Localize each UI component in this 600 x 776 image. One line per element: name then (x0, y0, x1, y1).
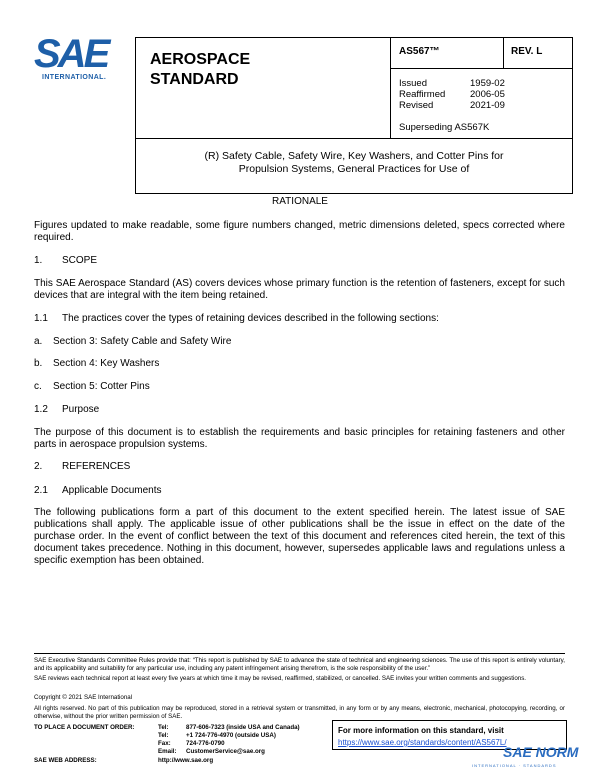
rationale-heading: RATIONALE (272, 196, 328, 207)
section-1-heading (34, 255, 97, 267)
superseding-note: Superseding AS567K (399, 122, 490, 133)
issued-label: Issued (399, 78, 427, 89)
list-item (34, 336, 231, 348)
section-2-1-heading (34, 485, 162, 497)
section-number: 1.1 (34, 313, 48, 324)
standard-title (150, 50, 250, 90)
standard-url-link[interactable]: https://www.sae.org/standards/content/AS567L/ (338, 738, 507, 747)
list-marker: a. (34, 336, 43, 347)
sae-logo-subtitle: INTERNATIONAL. (42, 74, 107, 81)
contact-label: Email: (158, 748, 177, 755)
section-title: Purpose (62, 404, 100, 415)
section-2-heading (34, 461, 130, 473)
document-subject (140, 150, 568, 176)
web-address-label: SAE WEB ADDRESS: (34, 757, 97, 764)
subject-line-2: Propulsion Systems, General Practices for Use of (238, 163, 470, 175)
reaffirmed-label: Reaffirmed (399, 89, 446, 100)
contact-value: 877-606-7323 (inside USA and Canada) (186, 724, 300, 731)
list-item (34, 381, 150, 393)
reaffirmed-date: 2006-05 (470, 89, 505, 100)
rules-note: SAE Executive Standards Committee Rules provide that: “This report is published by SAE to advance the state of technical and engineering sciences. The use of this report is entirely voluntary, and its applicability and suitability for any particular use, including any patent infringement arising therefrom, is the sole responsibility of the user.” (34, 657, 565, 672)
standard-title-line-2: STANDARD (150, 71, 239, 88)
revised-date: 2021-09 (470, 100, 505, 111)
section-title: REFERENCES (62, 461, 131, 472)
revised-label: Revised (399, 100, 434, 111)
subject-line-1: (R) Safety Cable, Safety Wire, Key Washers, and Cotter Pins for (204, 150, 504, 162)
list-marker: b. (34, 358, 43, 369)
section-number: 2. (34, 461, 43, 472)
copyright: Copyright © 2021 SAE International (34, 694, 133, 701)
document-number: AS567™ (399, 46, 440, 57)
sae-logo: SAE (34, 32, 108, 76)
standard-title-line-1: AEROSPACE (150, 51, 251, 68)
revision-label: REV. L (511, 46, 543, 57)
section-title: SCOPE (62, 255, 98, 266)
contact-label: Tel: (158, 732, 169, 739)
rationale-text: Figures updated to make readable, some figure numbers changed, metric dimensions deleted, specs corrected where required. (34, 220, 565, 243)
purpose-text: The purpose of this document is to establish the requirements and basic principles for retaining fasteners and other parts in aerospace propulsion systems. (34, 427, 565, 450)
section-title: Applicable Documents (62, 485, 162, 496)
info-heading: For more information on this standard, visit (338, 726, 504, 735)
rights-note: All rights reserved. No part of this publication may be reproduced, stored in a retrieval system or transmitted, in any form or by any means, electronic, mechanical, photocopying, recording, or otherwise, without the prior written permission of SAE. (34, 705, 565, 720)
list-marker: c. (34, 381, 42, 392)
contact-value: 724-776-0790 (186, 740, 225, 747)
section-number: 1. (34, 255, 43, 266)
issued-date: 1959-02 (470, 78, 505, 89)
section-number: 2.1 (34, 485, 48, 496)
review-note: SAE reviews each technical report at least every five years at which time it may be revised, reaffirmed, stabilized, or cancelled. SAE invites your written comments and suggestions. (34, 675, 527, 682)
watermark-logo: SAE NORM (503, 744, 579, 760)
section-number: 1.2 (34, 404, 48, 415)
list-text: Section 3: Safety Cable and Safety Wire (53, 336, 232, 347)
list-text: Section 4: Key Washers (53, 358, 160, 369)
contact-label: Fax: (158, 740, 171, 747)
section-1-1-text (34, 313, 439, 325)
list-item (34, 358, 159, 370)
section-1-2-heading (34, 404, 99, 416)
section-text: The practices cover the types of retaining devices described in the following sections: (62, 313, 439, 324)
contact-value: +1 724-776-4970 (outside USA) (186, 732, 276, 739)
contact-label: Tel: (158, 724, 169, 731)
contact-email[interactable]: CustomerService@sae.org (186, 748, 265, 755)
footer-divider (34, 653, 565, 654)
web-address-link[interactable]: http://www.sae.org (158, 757, 214, 764)
applicable-documents-text: The following publications form a part of this document to the extent specified herein. The latest issue of SAE publications shall apply. The applicable issue of other publications shall be the issue in effect on the date of the purchase order. In the event of conflict between the text of this document and references cited herein, the text of this document takes precedence. Nothing in this document, however, supersedes applicable laws and regulations unless a specific exemption has been obtained. (34, 507, 565, 566)
scope-text: This SAE Aerospace Standard (AS) covers devices whose primary function is the retention of fasteners, except for such devices that are integral with the item being retained. (34, 278, 565, 301)
order-label: TO PLACE A DOCUMENT ORDER: (34, 724, 135, 731)
watermark-subtitle: INTERNATIONAL · STANDARDS (472, 763, 557, 768)
list-text: Section 5: Cotter Pins (53, 381, 150, 392)
